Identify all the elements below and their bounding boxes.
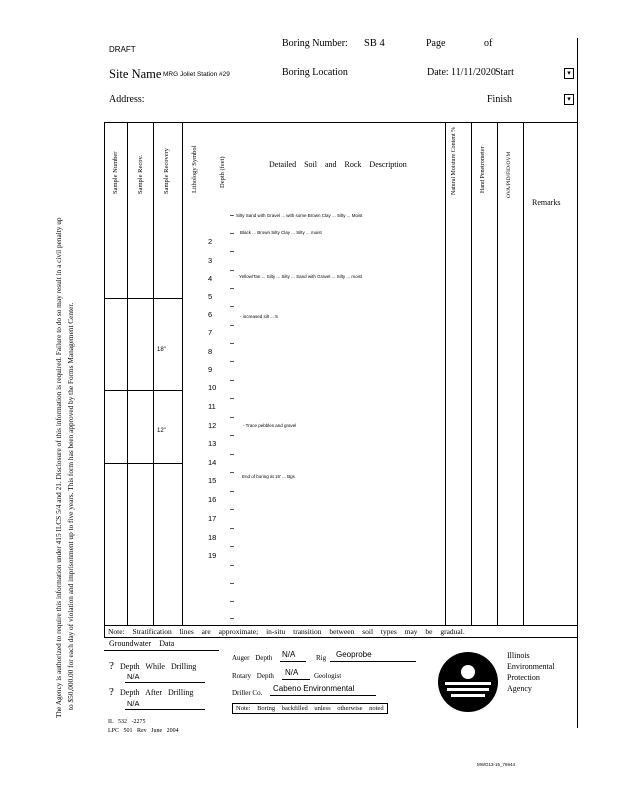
side-disclosure-col1: The Agency is authorized to require this information under 415 ILCS 5/4 and 21. Disclosure of this information is required. Failure to do so may result in a civil penalty up — [54, 217, 63, 718]
col-sample-recov: Sample Recov. — [137, 155, 144, 194]
start-dropdown-button[interactable]: ▾ — [564, 68, 574, 79]
depth-label: 12 — [208, 421, 217, 430]
depth-label: 15 — [208, 476, 217, 485]
depth-label: 11 — [208, 402, 216, 411]
col-ova: OVA/PID/FID/OVM — [506, 151, 512, 198]
help-icon: ? — [109, 686, 114, 698]
agency-name-line: Environmental — [507, 662, 555, 671]
help-icon: ? — [109, 660, 114, 672]
auger-depth-label: Auger Depth — [232, 654, 273, 662]
soil-description: End of boring at 15' ... Bgs — [242, 474, 295, 479]
start-label: Start — [495, 67, 514, 78]
geologist-label: Geologist — [314, 672, 342, 680]
rig-value[interactable]: Geoprobe — [336, 650, 372, 659]
depth-label: 5 — [208, 292, 213, 301]
soil-description: - Trace pebbles and gravel — [243, 423, 297, 428]
site-name-label: Site Name — [109, 67, 162, 81]
depth-label: 6 — [208, 310, 213, 319]
depth-label: 13 — [208, 439, 217, 448]
depth-label: 10 — [208, 383, 217, 392]
depth-label: 8 — [208, 347, 213, 356]
stratification-note: Note: Stratification lines are approximate; in-situ transition between soil types may be gradual. — [108, 627, 465, 636]
date-value[interactable]: 11/11/2020 — [451, 67, 496, 78]
col-depth: Depth (feet) — [219, 156, 226, 188]
auger-depth-value[interactable]: N/A — [282, 650, 296, 659]
col-lithology-symbol: Lithology Symbol — [191, 145, 198, 193]
depth-after-drilling-value[interactable]: N/A — [127, 699, 140, 708]
agency-name-line: Protection — [507, 673, 540, 682]
depth-while-drilling-label: Depth While Drilling — [120, 662, 197, 671]
rotary-depth-value[interactable]: N/A — [285, 668, 299, 677]
depth-label: 19 — [208, 551, 217, 560]
depth-label: 17 — [208, 514, 217, 523]
agency-name-line: Agency — [507, 684, 532, 693]
recovery-value: 18" — [157, 347, 166, 353]
form-id-line: LPC 501 Rev June 2004 — [108, 728, 179, 734]
depth-label: 3 — [208, 256, 213, 265]
recovery-value: 12" — [157, 428, 166, 434]
col-moisture: Natural Moisture Content % — [451, 126, 457, 195]
side-disclosure-col2: to $50,000.00 for each day of violation and imprisonment up to five years. This form has been approved by the Forms Management Center. — [66, 302, 75, 710]
address-label: Address: — [109, 94, 145, 105]
site-name-value[interactable]: MRG Joliet Station #29 — [163, 71, 230, 78]
depth-label: 2 — [208, 237, 213, 246]
soil-description: - increased silt ... 5 — [240, 314, 278, 319]
depth-label: 9 — [208, 365, 213, 374]
draft-label: DRAFT — [109, 45, 136, 54]
form-id-line: IL 532 -2275 — [108, 719, 146, 725]
soil-description: Yellow/Tan ... Silty ... Silty ... Sand with Gravel ... Silty ... moist — [239, 274, 363, 279]
driller-value[interactable]: Cabeno Environmental — [273, 684, 355, 693]
depth-label: 7 — [208, 328, 213, 337]
depth-label: 4 — [208, 274, 213, 283]
soil-description: Silty Sand with Gravel ... with some Brown Clay ... Silty ... Moist — [236, 213, 363, 218]
col-remarks: Remarks — [532, 198, 561, 207]
boring-number-value[interactable]: SB 4 — [364, 38, 385, 49]
iepa-logo-icon — [437, 651, 499, 713]
page-label: Page — [426, 38, 446, 49]
rotary-depth-label: Rotary Depth — [232, 672, 274, 680]
soil-description: Black ... Brown Silty Clay ... Silty ... moist — [240, 230, 322, 235]
finish-dropdown-button[interactable]: ▾ — [564, 94, 574, 105]
depth-label: 14 — [208, 458, 217, 467]
driller-label: Driller Co. — [232, 689, 263, 697]
boring-location-label: Boring Location — [282, 67, 348, 78]
date-label: Date: — [427, 67, 449, 78]
of-label: of — [484, 38, 493, 49]
depth-while-drilling-value[interactable]: N/A — [127, 672, 140, 681]
rig-label: Rig — [316, 654, 327, 662]
col-description: Detailed Soil and Rock Description — [269, 160, 407, 169]
backfill-note: Note: Boring backfilled unless otherwise noted — [232, 703, 388, 714]
col-sample-number: Sample Number — [112, 151, 119, 194]
finish-label: Finish — [487, 94, 513, 105]
depth-after-drilling-label: Depth After Drilling — [120, 688, 194, 697]
footer-code: MWG13-15_76944 — [477, 762, 516, 767]
groundwater-label: Groundwater Data — [109, 639, 175, 648]
agency-name-line: Illinois — [507, 651, 530, 660]
col-hand-penetrometer: Hand Penetrometer — [480, 146, 486, 193]
boring-number-label: Boring Number: — [282, 38, 348, 49]
depth-label: 18 — [208, 533, 217, 542]
col-sample-recovery: Sample Recovery — [163, 147, 170, 194]
depth-label: 16 — [208, 495, 217, 504]
